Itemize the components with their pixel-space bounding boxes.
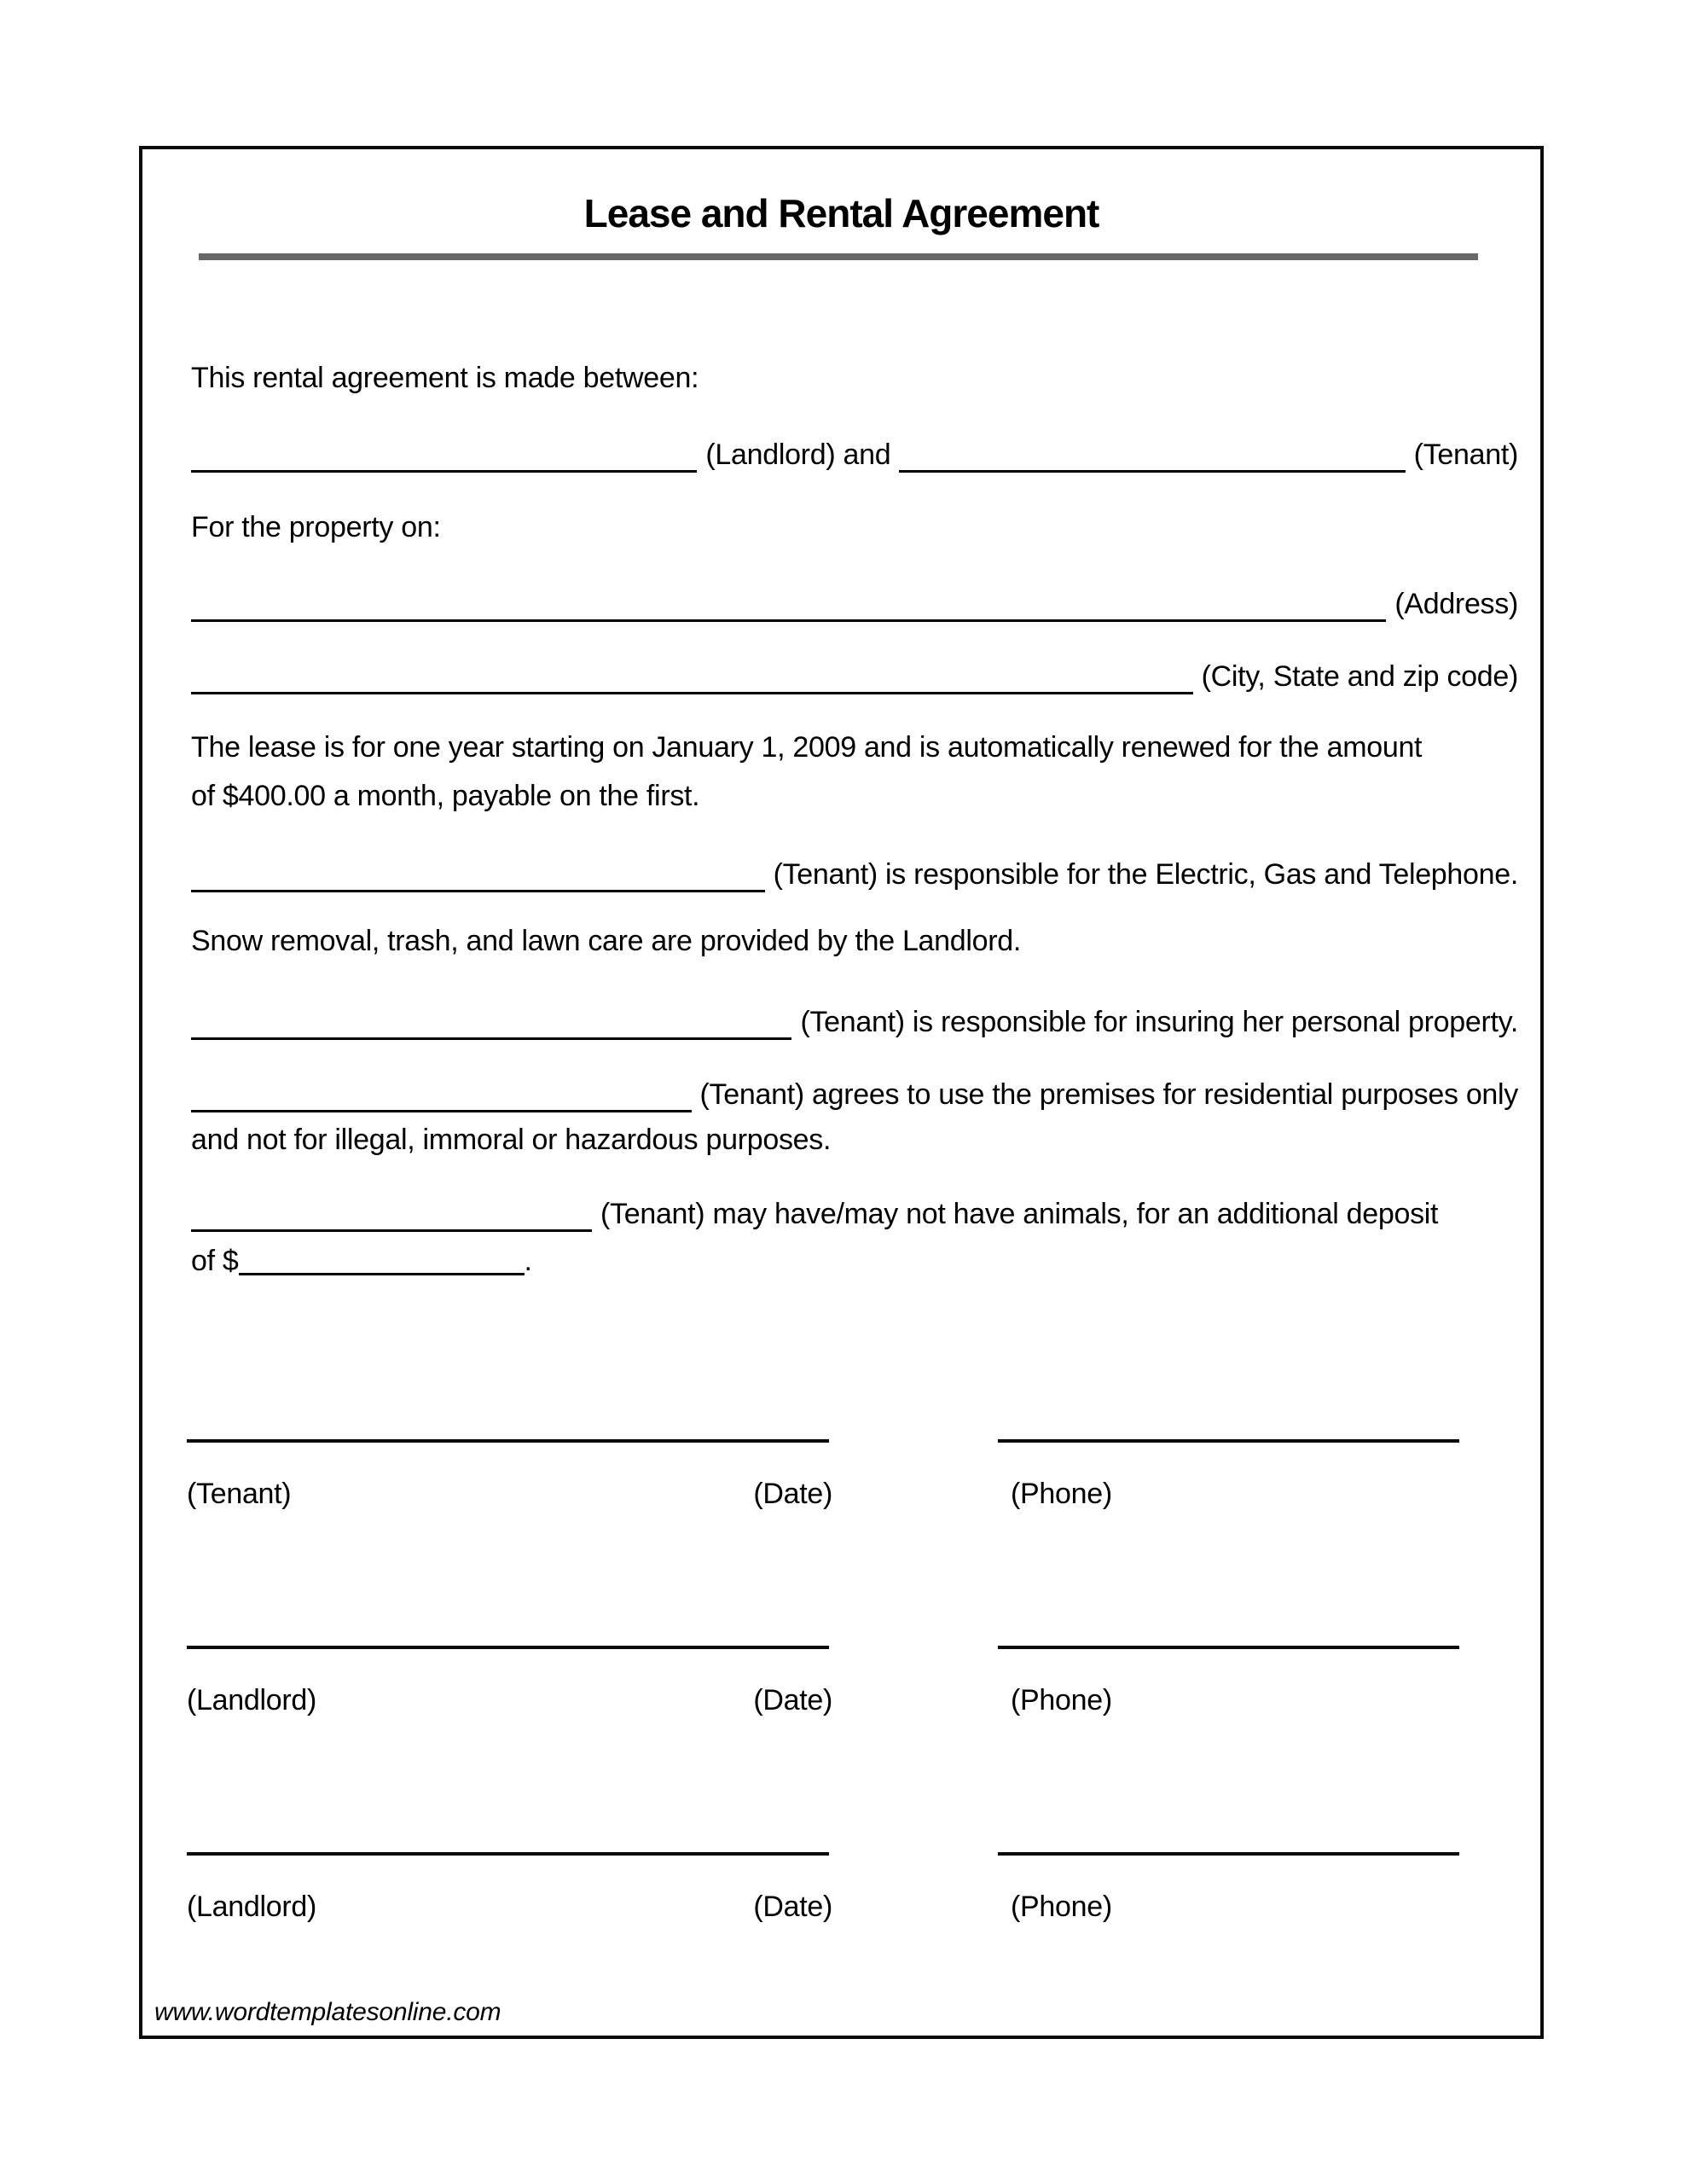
tenant-role-label: (Tenant) [187,1478,292,1510]
premises-row [191,1077,1518,1112]
tenant-label: (Tenant) [1413,439,1518,471]
landlord-label: (Landlord) and [705,439,891,471]
parties-row [191,437,1518,473]
animals-tenant-blank [191,1223,592,1232]
utilities-tenant-blank [191,883,765,892]
premises-clause-line1: (Tenant) agrees to use the premises for residential purposes only [699,1078,1518,1111]
landlord1-role-label: (Landlord) [187,1684,316,1716]
city-state-zip-blank [191,685,1193,694]
address-label: (Address) [1394,588,1518,620]
property-intro-text: For the property on: [191,511,441,543]
utilities-row [191,857,1518,892]
animals-deposit-prefix: of $ [191,1245,239,1277]
signature-row-landlord-2 [142,1852,1540,1937]
landlord2-role-label: (Landlord) [187,1891,316,1923]
premises-tenant-blank [191,1103,692,1112]
landlord2-signature-line [187,1852,829,1856]
insurance-row [191,1004,1518,1040]
footer-website-text: www.wordtemplatesonline.com [154,1998,501,2026]
page-title: Lease and Rental Agreement [583,191,1099,235]
premises-clause-line2: and not for illegal, immoral or hazardous purposes. [191,1124,832,1156]
landlord1-phone-label: (Phone) [1011,1684,1112,1716]
landlord2-phone-label: (Phone) [1011,1891,1112,1923]
city-state-zip-label: (City, State and zip code) [1201,660,1518,693]
landlord1-signature-line [187,1646,829,1649]
intro-text: This rental agreement is made between: [191,362,699,394]
signature-row-landlord-1 [142,1646,1540,1731]
landlord-name-blank [191,463,697,473]
insurance-clause-text: (Tenant) is responsible for insuring her personal property. [800,1006,1518,1038]
tenant-phone-line [998,1439,1459,1443]
landlord2-signature-labels [187,1889,832,1925]
tenant-signature-labels [187,1476,832,1512]
tenant-date-label: (Date) [753,1478,832,1510]
tenant-name-blank [899,463,1405,473]
lease-terms-line1: The lease is for one year starting on January 1, 2009 and is automatically renewed for the amount [191,731,1423,764]
signature-row-tenant [142,1439,1540,1525]
landlord1-date-label: (Date) [753,1684,832,1716]
deposit-amount-blank [239,1270,525,1275]
insurance-tenant-blank [191,1031,791,1040]
document-page [139,146,1544,2039]
services-clause-text: Snow removal, trash, and lawn care are provided by the Landlord. [191,925,1022,957]
tenant-phone-label: (Phone) [1011,1478,1112,1510]
city-row [191,659,1518,694]
utilities-clause-text: (Tenant) is responsible for the Electric, Gas and Telephone. [773,858,1518,891]
animals-row [191,1196,1518,1232]
title-divider-rule [199,253,1478,260]
landlord2-date-label: (Date) [753,1891,832,1923]
animals-clause-line1: (Tenant) may have/may not have animals, for an additional deposit [600,1198,1439,1230]
animals-deposit-suffix: . [524,1245,532,1277]
address-row [191,586,1518,622]
landlord1-phone-line [998,1646,1459,1649]
animals-deposit-line [191,1243,1518,1279]
landlord1-signature-labels [187,1682,832,1718]
address-blank [191,613,1386,622]
tenant-signature-line [187,1439,829,1443]
lease-terms-line2: of $400.00 a month, payable on the first. [191,780,700,812]
landlord2-phone-line [998,1852,1459,1856]
